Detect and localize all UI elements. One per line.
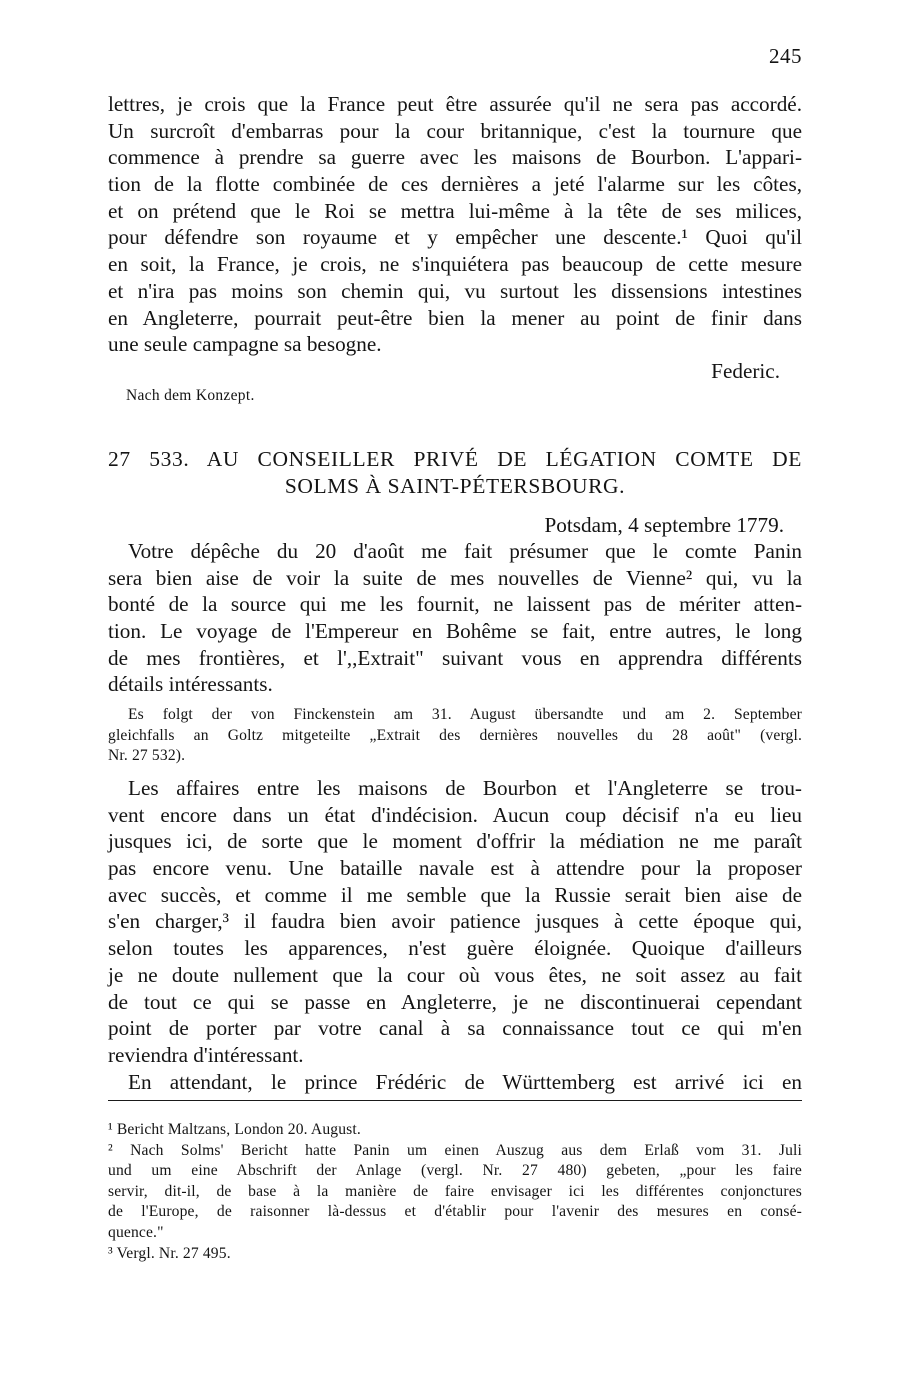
text-line: de mes frontières, et l',,Extrait" suivant vous en apprendra différents (108, 645, 802, 670)
text-line: je ne doute nullement que la cour où vous êtes, ne soit assez au fait (108, 962, 802, 987)
text-line: détails intéressants. (108, 672, 273, 697)
letter-heading (108, 446, 802, 500)
text-line: en Angleterre, pourrait peut-être bien la mener au point de finir dans (108, 305, 802, 330)
signature: Federic. (711, 359, 780, 383)
paragraph-2 (108, 775, 802, 1095)
note-line: gleichfalls an Goltz mitgeteilte „Extrait des dernières nouvelles du 28 août" (vergl. (108, 726, 802, 744)
text-line: et n'ira pas moins son chemin qui, vu surtout les dissensions intestines (108, 278, 802, 303)
footnote-line: ¹ Bericht Maltzans, London 20. August. (108, 1121, 361, 1138)
heading-line: 27 533. AU CONSEILLER PRIVÉ DE LÉGATION COMTE DE (108, 447, 802, 471)
footnote-divider (108, 1100, 802, 1101)
text-line: point de porter par votre canal à sa connaissance tout ce qui m'en (108, 1016, 802, 1041)
note-line: Es folgt der von Finckenstein am 31. August übersandte und am 2. September (128, 706, 802, 723)
text-line: Un surcroît d'embarras pour la cour britannique, c'est la tournure que (108, 118, 802, 143)
text-line: vent encore dans un état d'indécision. Aucun coup décisif n'a eu lieu (108, 802, 802, 827)
text-line: avec succès, et comme il me semble que la Russie serait bien aise de (108, 882, 802, 907)
footnote-line: und um eine Abschrift der Anlage (vergl. Nr. 27 480) gebeten, „pour les faire (108, 1162, 802, 1180)
text-line: En attendant, le prince Frédéric de Württemberg est arrivé ici en (128, 1069, 802, 1094)
footnotes (108, 1120, 802, 1264)
dateline: Potsdam, 4 septembre 1779. (544, 513, 784, 537)
text-line: s'en charger,³ il faudra bien avoir patience jusques à cette époque qui, (108, 909, 802, 934)
footnote-line: de l'Europe, de raisonner là-dessus et d'établir pour l'avenir des mesures en consé- (108, 1203, 802, 1221)
text-line: selon toutes les apparences, n'est guère éloignée. Quoique d'ailleurs (108, 936, 802, 961)
text-line: tion de la flotte combinée de ces dernières a jeté l'alarme sur les côtes, (108, 172, 802, 197)
text-line: et on prétend que le Roi se mettra lui-même à la tête de ses milices, (108, 198, 802, 223)
text-line: reviendra d'intéressant. (108, 1042, 304, 1067)
text-line: jusques ici, de sorte que le moment d'offrir la médiation ne me paraît (108, 829, 802, 854)
top-paragraph (108, 91, 802, 358)
footnote-line: quence." (108, 1223, 164, 1241)
text-line: de tout ce qui se passe en Angleterre, je ne discontinuerai cependant (108, 989, 802, 1014)
footnote-line: ² Nach Solms' Bericht hatte Panin um einen Auszug aus dem Erlaß vom 31. Juli (108, 1141, 802, 1159)
text-line: sera bien aise de voir la suite de mes nouvelles de Vienne² qui, vu la (108, 565, 802, 590)
text-line: en soit, la France, je crois, ne s'inquiétera pas beaucoup de cette mesure (108, 252, 802, 277)
text-line: tion. Le voyage de l'Empereur en Bohême se fait, entre autres, le long (108, 619, 802, 644)
heading-line: SOLMS À SAINT-PÉTERSBOURG. (284, 474, 626, 498)
text-line: pour défendre son royaume et y empêcher une descente.¹ Quoi qu'il (108, 225, 802, 250)
page-number: 245 (769, 44, 802, 68)
text-line: lettres, je crois que la France peut être assurée qu'il ne sera pas accordé. (108, 92, 802, 116)
text-line: commence à prendre sa guerre avec les maisons de Bourbon. L'appari- (108, 145, 802, 170)
footnote-line: ³ Vergl. Nr. 27 495. (108, 1244, 231, 1262)
source-note: Nach dem Konzept. (126, 387, 255, 404)
note-line: Nr. 27 532). (108, 747, 186, 765)
paragraph-1 (108, 538, 802, 698)
text-line: Votre dépêche du 20 d'août me fait présumer que le comte Panin (128, 539, 802, 563)
editorial-note (108, 705, 802, 767)
text-line: Les affaires entre les maisons de Bourbon et l'Angleterre se trou- (128, 776, 802, 800)
text-line: bonté de la source qui me les fournit, ne laissent pas de mériter atten- (108, 592, 802, 617)
footnote-line: servir, dit-il, de base à la manière de faire envisager ici les différentes conjonctures (108, 1182, 802, 1200)
text-line: pas encore venu. Une bataille navale est à attendre pour la proposer (108, 856, 802, 881)
text-line: une seule campagne sa besogne. (108, 332, 382, 357)
